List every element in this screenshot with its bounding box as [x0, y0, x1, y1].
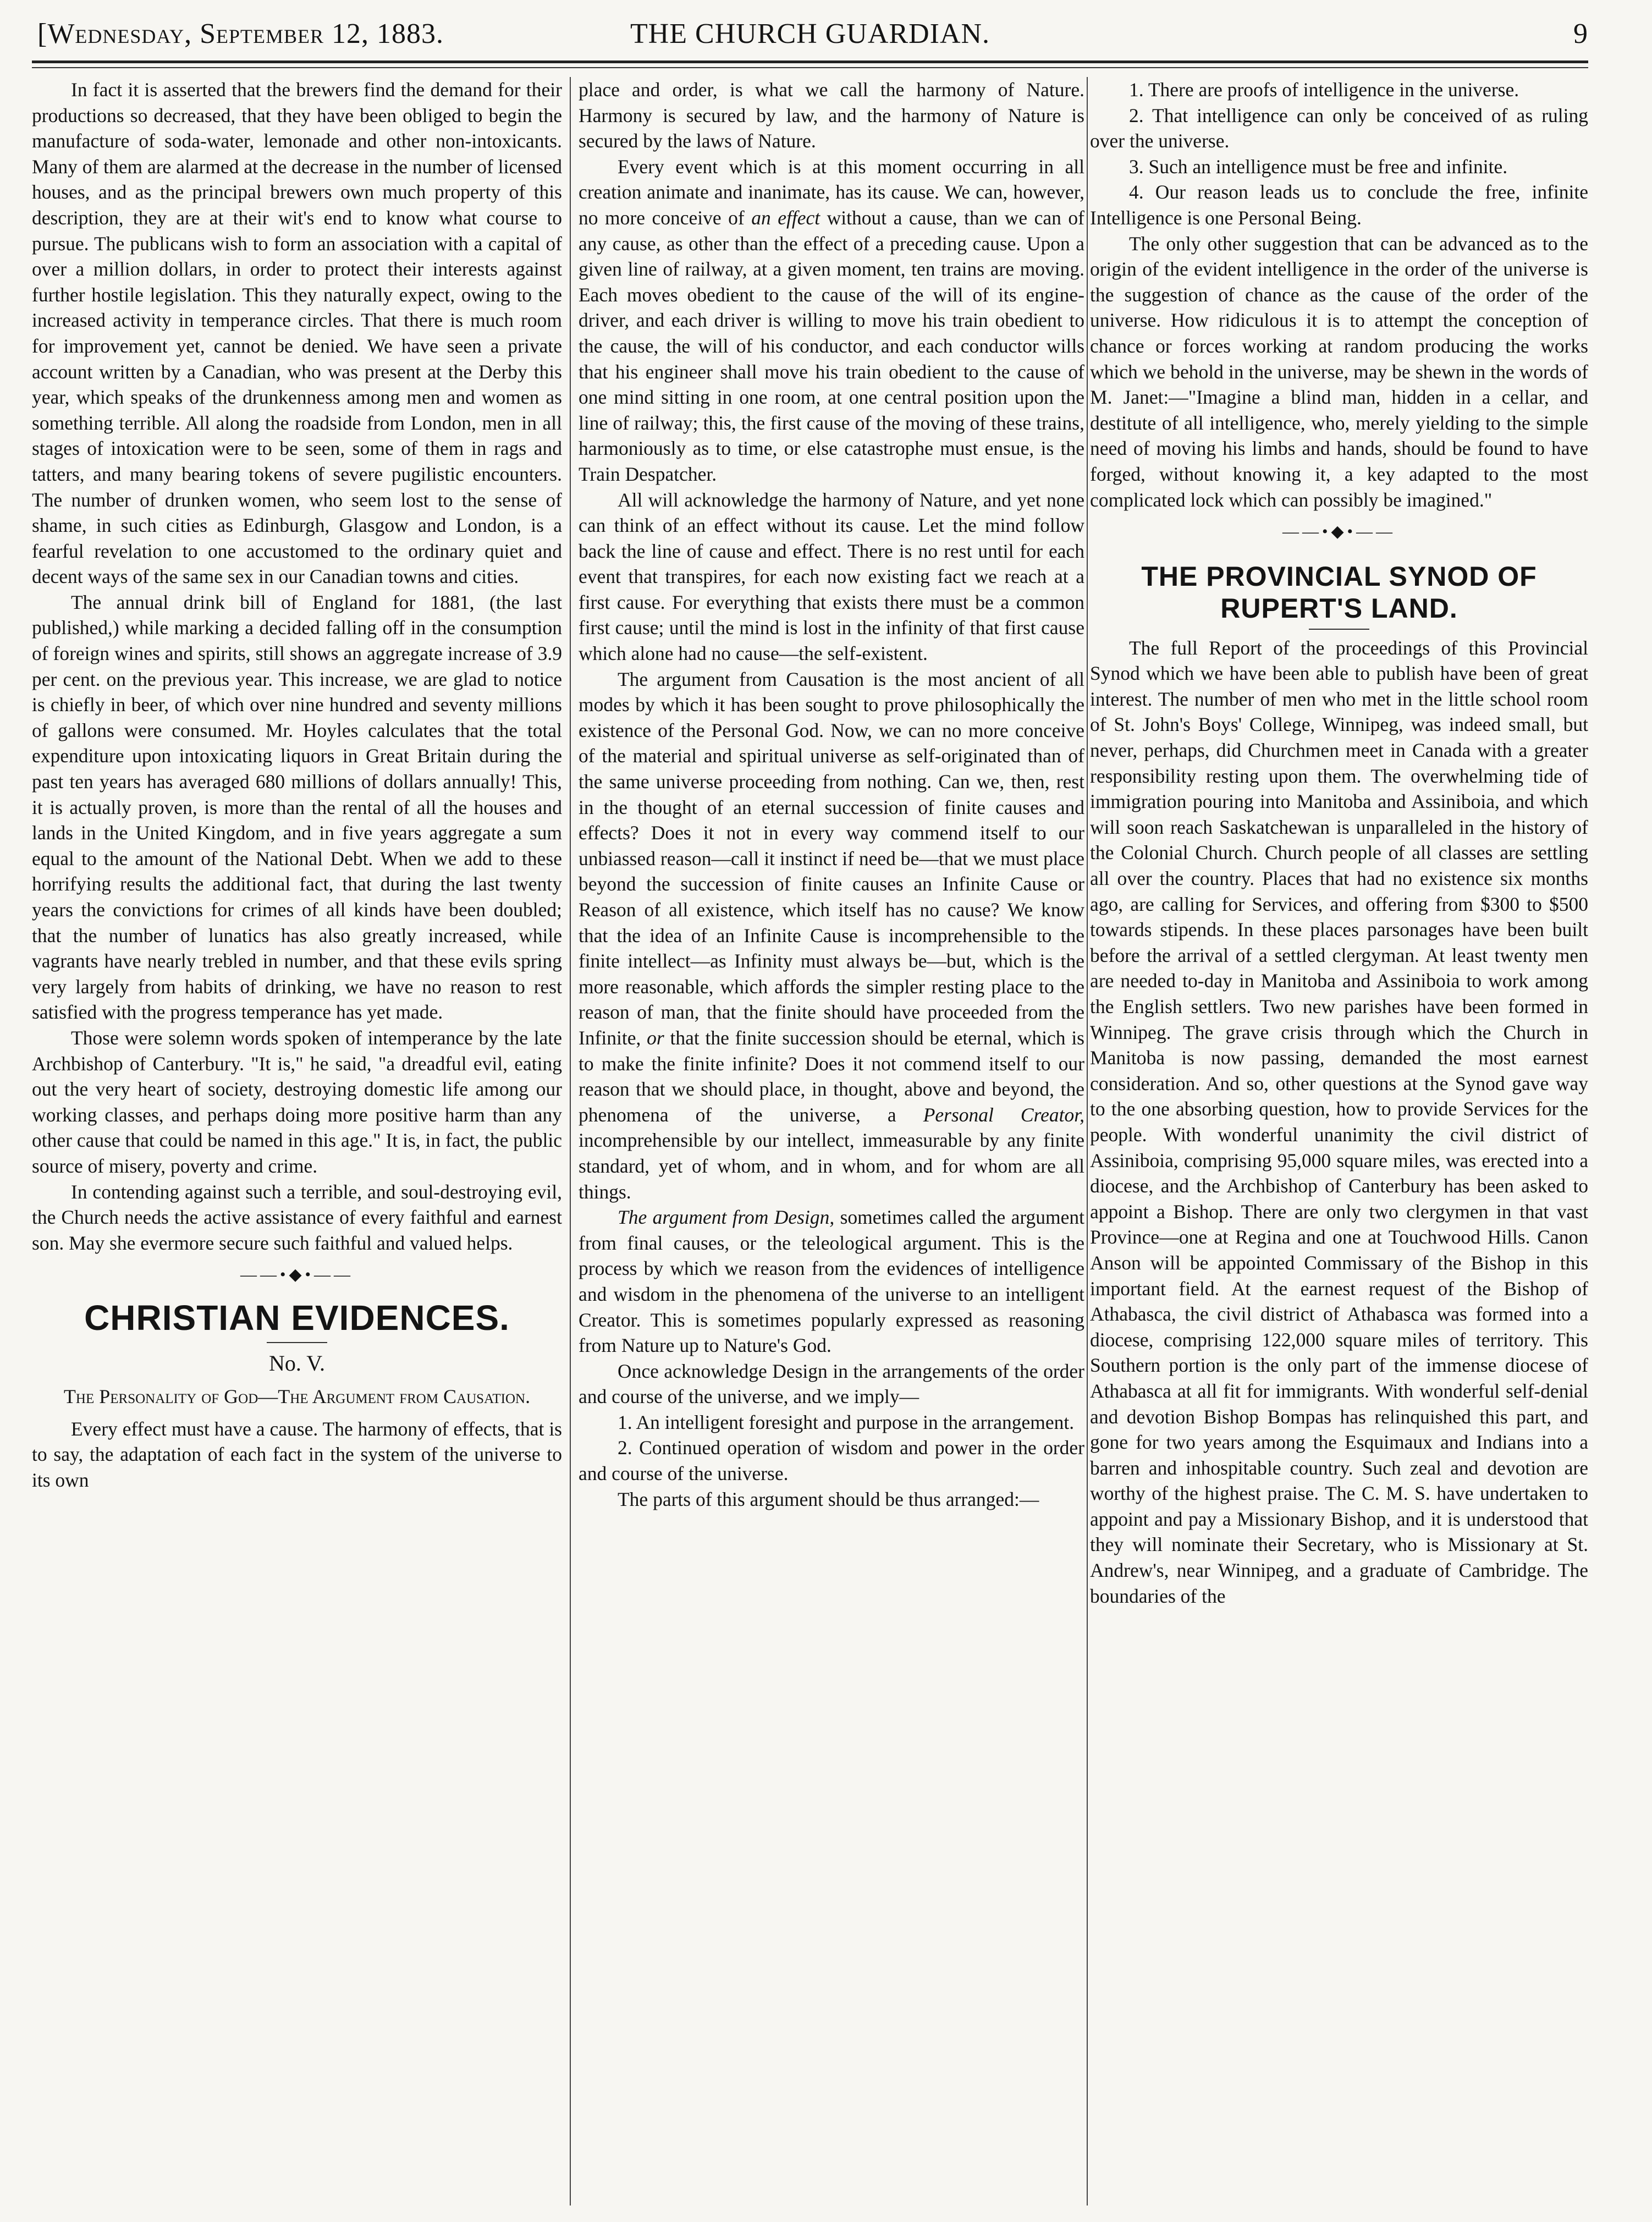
section-heading: THE PROVINCIAL SYNOD OF RUPERT'S LAND.	[1141, 560, 1537, 624]
emphasis-text: Personal Creator,	[923, 1103, 1084, 1126]
text-run: sometimes called the argument from final causes, or the teleological argument. This is the process by which we reason from the evidences of intelligence and wisdom in the phenomena of the universe to an intelligent Creator. This is sometimes popularly expressed as reasoning from Nature up to Nature's God.	[579, 1206, 1084, 1357]
column-2	[579, 77, 1084, 2200]
text-run: without a cause, than we can of any cause, as other than the effect of a preceding cause. Upon a given line of railway, at a given moment, ten trains are moving. Each moves obedient to the cause of the will of its engine-driver, and each driver is willing to move his train obedient to the cause, the will of his conductor, and each conductor wills that his engineer shall move his train obedient to the cause of one mind sitting in one room, at one central position upon the line of railway; this, the first cause of the moving of these trains, harmoniously as to time, or else catastrophe must ensue, is the Train Despatcher.	[579, 206, 1084, 485]
article-paragraph: Once acknowledge Design in the arrangements of the order and course of the universe, and we imply—	[579, 1360, 1084, 1408]
article-paragraph: Those were solemn words spoken of intemperance by the late Archbishop of Canterbury. "It is," he said, "a dreadful evil, eating out the very heart of society, destroying domestic life among our working classes, and perhaps doing more positive harm than any other cause that could be named in this age." It is, in fact, the public source of misery, poverty and crime.	[32, 1026, 562, 1177]
article-paragraph	[579, 667, 1084, 1204]
list-item: 4. Our reason leads us to conclude the free, infinite Intelligence is one Personal Being.	[1090, 181, 1588, 229]
column-divider	[1087, 77, 1088, 2206]
column-1	[32, 77, 562, 2200]
emphasis-text: an effect	[751, 206, 821, 229]
article-paragraph: All will acknowledge the harmony of Nature, and yet none can think of an effect without its cause. Let the mind follow back the line of cause and effect. There is no rest until for each event that transpires, for each now existing fact we reach at a first cause. For everything that exists there must be a common first cause; until the mind is lost in the infinity of that first cause which alone had no cause—the self-existent.	[579, 488, 1084, 665]
article-paragraph: The only other suggestion that can be advanced as to the origin of the evident intelligence in the order of the universe is the suggestion of chance as the cause of the order of the universe. How ridiculous it is to attempt the conception of chance or forces working at random producing the works which we behold in the universe, may be shewn in the words of M. Janet:—"Imagine a blind man, hidden in a cellar, and destitute of all intelligence, who, merely yielding to the simple need of moving his limbs and hands, should be found to have forged, without knowing it, a key adapted to the most complicated lock which can possibly be imagined."	[1090, 232, 1588, 511]
article-paragraph: place and order, is what we call the harmony of Nature. Harmony is secured by law, and the harmony of Nature is secured by the laws of Nature.	[579, 79, 1084, 152]
article-paragraph: The annual drink bill of England for 1881, (the last published,) while marking a decided falling off in the consumption of foreign wines and spirits, still shows an aggregate increase of 3.9 per cent. on the previous year. This increase, we are glad to notice is chiefly in beer, of which over nine hundred and seventy millions of gallons were consumed. Mr. Hoyles calculates that the total expenditure upon intoxicating liquors in Great Britain during the past ten years has averaged 680 millions of dollars annually! This, it is actually proven, is more than the rental of all the houses and lands in the United Kingdom, and in five years aggregate a sum equal to the amount of the National Debt. When we add to these horrifying results the additional fact, that during the last twenty years the convictions for crimes of all kinds have been doubled; that the number of lunatics has also greatly increased, while vagrants have nearly trebled in number, and that these evils spring very largely from habits of drinking, we have no reason to rest satisfied with the progress temperance has yet made.	[32, 591, 562, 1024]
list-item: 1. There are proofs of intelligence in the universe.	[1129, 79, 1519, 101]
list-item: 3. Such an intelligence must be free and infinite.	[1129, 155, 1508, 178]
text-run: incomprehensible by our intellect, immeasurable by any finite standard, yet of whom, and in whom, and for whom are all things.	[579, 1129, 1084, 1203]
list-item: 2. That intelligence can only be conceived of as ruling over the universe.	[1090, 104, 1588, 152]
section-number: No. V.	[269, 1350, 325, 1376]
article-paragraph: The full Report of the proceedings of this Provincial Synod which we have been able to publish have been of great interest. The number of men who met in the little school room of St. John's Boys' College, Winnipeg, was indeed small, but never, perhaps, did Churchmen meet in Canada with a greater responsibility resting upon them. The overwhelming tide of immigration pouring into Manitoba and Assiniboia, and which will soon reach Saskatchewan is unparalleled in the history of the Colonial Church. Church people of all classes are settling all over the country. Places that had no existence six months ago, are calling for Services, and offering from $300 to $500 towards stipends. In these places parsonages have been built before the arrival of a settled clergyman. At least twenty men are needed to-day in Manitoba and Assiniboia to work among the English settlers. Two new parishes have been formed in Winnipeg. The grave crisis through which the Church in Manitoba is now passing, demanded the most earnest consideration. And so, other questions at the Synod gave way to the one absorbing question, how to provide Services for the people. With wonderful unanimity the civil district of Assiniboia, comprising 95,000 square miles, was erected into a diocese, and the Archbishop of Canterbury has been asked to appoint a Bishop. There are only two clergymen in that vast Province—one at Regina and one at Touchwood Hills. Canon Anson will be appointed Commissary of the Bishop in this important field. At the earnest request of the Bishop of Athabasca, the civil district of Athabasca was formed into a diocese, comprising 122,000 square miles of territory. This Southern portion is the only part of the immense diocese of Athabasca at all fit for immigrants. With wonderful self-denial and devotion Bishop Bompas has relinquished this part, and gone for two years among the Esquimaux and Indians into a barren and inhospitable country. Such zeal and devotion are worthy of the highest praise. The C. M. S. have undertaken to appoint and pay a Missionary Bishop, and it is understood that they will nominate their Secretary, who is Missionary at St. Andrew's, near Winnipeg, and a graduate of Cambridge. The boundaries of the	[1090, 636, 1588, 1607]
section-heading: CHRISTIAN EVIDENCES.	[84, 1297, 510, 1338]
column-3	[1090, 77, 1588, 2200]
text-run: that the finite succession should be eternal, which is to make the finite infinite? Does it not commend itself to our reason that we should place, in thought, above and beyond, the phenomena of the universe, a	[579, 1026, 1084, 1126]
list-item: 1. An intelligent foresight and purpose in the arrangement.	[618, 1411, 1075, 1433]
masthead-rule-thin	[32, 67, 1588, 68]
column-divider	[570, 77, 571, 2206]
text-run: The argument from Causation is the most ancient of all modes by which it has been sought to prove philosophically the existence of the Personal God. Now, we can no more conceive of the material and spiritual universe as self-originated than of the same universe proceeding from nothing. Can we, then, rest in the thought of an eternal succession of finite causes and effects? Does it not in every way commend itself to our unbiassed reason—call it instinct if need be—that we must place beyond the succession of finite causes an Infinite Cause or Reason of all existence, which itself has no cause? We know that the idea of an Infinite Cause is incomprehensible to the finite intellect—as Infinity must always be—but, which is the more reasonable, which affords the simpler resting place to the reason of man, that the finite should have proceeded from the Infinite,	[579, 668, 1084, 1049]
article-paragraph	[579, 1204, 1084, 1358]
newspaper-title: THE CHURCH GUARDIAN.	[630, 18, 990, 50]
article-paragraph	[579, 154, 1084, 487]
article-paragraph: In fact it is asserted that the brewers find the demand for their productions so decreased, that they have been obliged to begin the manufacture of soda-water, lemonade and other non-intoxicants. Many of them are alarmed at the decrease in the number of licensed houses, and as the principal brewers own much property of this description, they are at their wit's end to know what course to pursue. The publicans wish to form an association with a capital of over a million dollars, in order to protect their interests against further hostile legislation. This they naturally expect, owing to the increased activity in temperance circles. That there is much room for improvement yet, cannot be denied. We have seen a private account written by a Canadian, who was present at the Derby this year, which speaks of the drunkenness among men and women as something terrible. All along the roadside from London, men in all stages of intoxication were to be seen, some of them in rags and tatters, and many bearing tokens of severe pugilistic encounters. The number of drunken women, who seem lost to the sense of shame, in such cities as Edinburgh, Glasgow and London, is a fearful revelation to one accustomed to the ordinary quiet and decent ways of the same sex in our Canadian towns and cities.	[32, 79, 562, 588]
heading-rule	[267, 1342, 327, 1343]
article-paragraph: In contending against such a terrible, and soul-destroying evil, the Church needs the active assistance of every faithful and earnest son. May she evermore secure such faithful and valued helps.	[32, 1180, 562, 1254]
masthead-rule	[32, 61, 1588, 63]
emphasis-text: or	[647, 1026, 664, 1049]
heading-rule	[1309, 629, 1369, 630]
article-paragraph: The parts of this argument should be thus arranged:—	[618, 1488, 1039, 1510]
issue-date: [Wednesday, September 12, 1883.	[37, 18, 444, 50]
section-subtitle: The Personality of God—The Argument from Causation.	[63, 1385, 531, 1407]
masthead	[32, 10, 1588, 55]
text-run: Every event which is at this moment occurring in all creation animate and inanimate, has its cause. We can, however, no more conceive of	[579, 155, 1084, 229]
section-ornament: ——•◆•——	[240, 1266, 354, 1284]
emphasis-text: The argument from Design,	[618, 1206, 835, 1229]
list-item: 2. Continued operation of wisdom and power in the order and course of the universe.	[579, 1437, 1084, 1485]
article-paragraph: Every effect must have a cause. The harmony of effects, that is to say, the adaptation of each fact in the system of the universe to its own	[32, 1417, 562, 1491]
page-number: 9	[1573, 18, 1588, 50]
section-ornament: ——•◆•——	[1282, 522, 1396, 541]
